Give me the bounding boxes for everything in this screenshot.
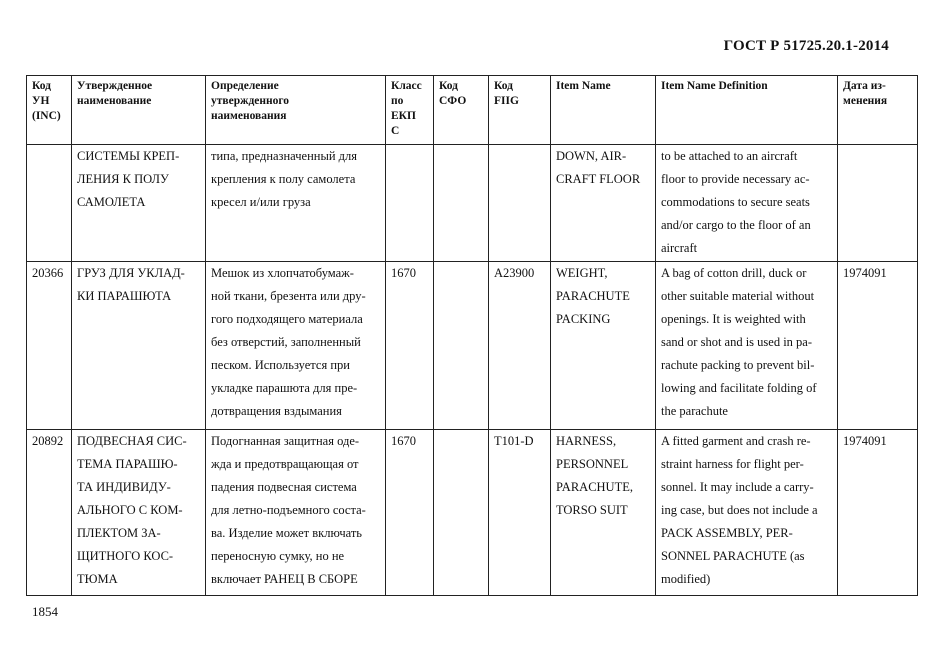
cell-line: АЛЬНОГО С КОМ-: [77, 503, 183, 517]
cell-line: СИСТЕМЫ КРЕП-: [77, 149, 180, 163]
cell-code: [27, 145, 72, 262]
cell-item-name: [551, 430, 656, 596]
cell-line: PERSONNEL: [556, 457, 629, 471]
cell-line: commodations to secure seats: [661, 195, 810, 209]
cell-line: Код: [439, 80, 459, 92]
cell-definition: [206, 430, 386, 596]
cell-class: [386, 262, 434, 430]
header-fiig: [489, 76, 551, 145]
cell-sfo: [434, 145, 489, 262]
cell-line: ing case, but does not include a: [661, 503, 818, 517]
page-number: 1854: [32, 604, 58, 619]
cell-line: 20366: [32, 266, 64, 280]
header-item-definition: [656, 76, 838, 145]
cell-date: [838, 430, 918, 596]
header-item-name: [551, 76, 656, 145]
cell-line: для летно-подъемного соста-: [211, 503, 366, 517]
header-sfo: [434, 76, 489, 145]
table-row: [27, 145, 918, 262]
table-row: [27, 262, 918, 430]
cell-line: lowing and facilitate folding of: [661, 381, 817, 395]
header-class: [386, 76, 434, 145]
cell-line: укладке парашюта для пре-: [211, 381, 358, 395]
cell-line: A23900: [494, 266, 535, 280]
cell-name: [72, 430, 206, 596]
cell-item-name: [551, 145, 656, 262]
cell-line: Item Name: [556, 80, 611, 92]
nomenclature-table: [26, 75, 918, 596]
cell-line: С: [391, 125, 400, 137]
cell-definition: [206, 145, 386, 262]
cell-line: Дата из-: [843, 80, 886, 92]
cell-class: [386, 430, 434, 596]
cell-line: 1670: [391, 266, 416, 280]
cell-line: Код: [32, 80, 52, 92]
cell-class: [386, 145, 434, 262]
cell-line: кресел и/или груза: [211, 195, 311, 209]
cell-line: PACKING: [556, 312, 611, 326]
cell-line: ТЕМА ПАРАШЮ-: [77, 457, 178, 471]
cell-date: [838, 262, 918, 430]
cell-line: other suitable material without: [661, 289, 815, 303]
header-name: [72, 76, 206, 145]
cell-line: ЛЕНИЯ К ПОЛУ: [77, 172, 169, 186]
cell-line: ТА ИНДИВИДУ-: [77, 480, 171, 494]
cell-item-definition: [656, 262, 838, 430]
cell-line: ПОДВЕСНАЯ СИС-: [77, 434, 187, 448]
cell-line: Класс: [391, 80, 422, 92]
cell-line: PARACHUTE: [556, 289, 630, 303]
cell-line: the parachute: [661, 404, 728, 418]
cell-line: PACK ASSEMBLY, PER-: [661, 526, 793, 540]
cell-item-name: [551, 262, 656, 430]
cell-sfo: [434, 262, 489, 430]
cell-line: DOWN, AIR-: [556, 149, 627, 163]
header-definition: [206, 76, 386, 145]
cell-line: TORSO SUIT: [556, 503, 628, 517]
cell-line: Item Name Definition: [661, 80, 768, 92]
cell-line: 20892: [32, 434, 64, 448]
cell-line: sonnel. It may include a carry-: [661, 480, 814, 494]
cell-line: ной ткани, брезента или дру-: [211, 289, 366, 303]
cell-line: Подогнанная защитная оде-: [211, 434, 360, 448]
cell-line: to be attached to an aircraft: [661, 149, 798, 163]
cell-name: [72, 262, 206, 430]
cell-item-definition: [656, 145, 838, 262]
cell-line: sand or shot and is used in pa-: [661, 335, 813, 349]
cell-line: A bag of cotton drill, duck or: [661, 266, 807, 280]
cell-line: переносную сумку, но не: [211, 549, 345, 563]
cell-line: Мешок из хлопчатобумаж-: [211, 266, 354, 280]
cell-line: and/or cargo to the floor of an: [661, 218, 811, 232]
cell-name: [72, 145, 206, 262]
cell-line: FIIG: [494, 95, 519, 107]
cell-line: утвержденного: [211, 95, 290, 107]
cell-line: включает РАНЕЦ В СБОРЕ: [211, 572, 358, 586]
cell-line: PARACHUTE,: [556, 480, 633, 494]
cell-line: 1974091: [843, 266, 887, 280]
cell-line: rachute packing to prevent bil-: [661, 358, 815, 372]
cell-line: жда и предотвращающая от: [211, 457, 359, 471]
cell-line: дотвращения вздымания: [211, 404, 342, 418]
cell-line: WEIGHT,: [556, 266, 608, 280]
cell-line: наименование: [77, 95, 152, 107]
cell-line: без отверстий, заполненный: [211, 335, 361, 349]
cell-definition: [206, 262, 386, 430]
cell-line: менения: [843, 95, 888, 107]
cell-fiig: [489, 145, 551, 262]
cell-line: падения подвесная система: [211, 480, 357, 494]
cell-line: 1670: [391, 434, 416, 448]
cell-line: aircraft: [661, 241, 698, 255]
cell-line: SONNEL PARACHUTE (as: [661, 549, 805, 563]
cell-line: ТЮМА: [77, 572, 118, 586]
header-date: [838, 76, 918, 145]
cell-code: [27, 430, 72, 596]
cell-line: T101-D: [494, 434, 534, 448]
cell-line: типа, предназначенный для: [211, 149, 358, 163]
cell-line: modified): [661, 572, 711, 586]
document-standard-title: ГОСТ Р 51725.20.1-2014: [723, 38, 889, 54]
cell-code: [27, 262, 72, 430]
cell-line: (INC): [32, 110, 61, 122]
cell-line: Утвержденное: [77, 80, 153, 92]
cell-line: straint harness for flight per-: [661, 457, 804, 471]
cell-line: Определение: [211, 80, 279, 92]
cell-line: ПЛЕКТОМ ЗА-: [77, 526, 161, 540]
cell-line: ГРУЗ ДЛЯ УКЛАД-: [77, 266, 185, 280]
cell-line: по: [391, 95, 404, 107]
cell-date: [838, 145, 918, 262]
cell-sfo: [434, 430, 489, 596]
cell-line: СФО: [439, 95, 467, 107]
cell-line: УН: [32, 95, 50, 107]
cell-fiig: [489, 430, 551, 596]
cell-line: 1974091: [843, 434, 887, 448]
cell-line: КИ ПАРАШЮТА: [77, 289, 172, 303]
cell-line: наименования: [211, 110, 287, 122]
cell-fiig: [489, 262, 551, 430]
cell-line: A fitted garment and crash re-: [661, 434, 811, 448]
cell-line: гого подходящего материала: [211, 312, 363, 326]
cell-line: CRAFT FLOOR: [556, 172, 641, 186]
header-code: [27, 76, 72, 145]
cell-line: САМОЛЕТА: [77, 195, 146, 209]
cell-line: ва. Изделие может включать: [211, 526, 362, 540]
cell-line: Код: [494, 80, 514, 92]
cell-line: песком. Используется при: [211, 358, 350, 372]
cell-item-definition: [656, 430, 838, 596]
cell-line: openings. It is weighted with: [661, 312, 806, 326]
cell-line: крепления к полу самолета: [211, 172, 356, 186]
table-header-row: [27, 76, 918, 145]
cell-line: HARNESS,: [556, 434, 617, 448]
cell-line: ЩИТНОГО КОС-: [77, 549, 174, 563]
table-row: [27, 430, 918, 596]
cell-line: floor to provide necessary ac-: [661, 172, 810, 186]
cell-line: ЕКП: [391, 110, 416, 122]
